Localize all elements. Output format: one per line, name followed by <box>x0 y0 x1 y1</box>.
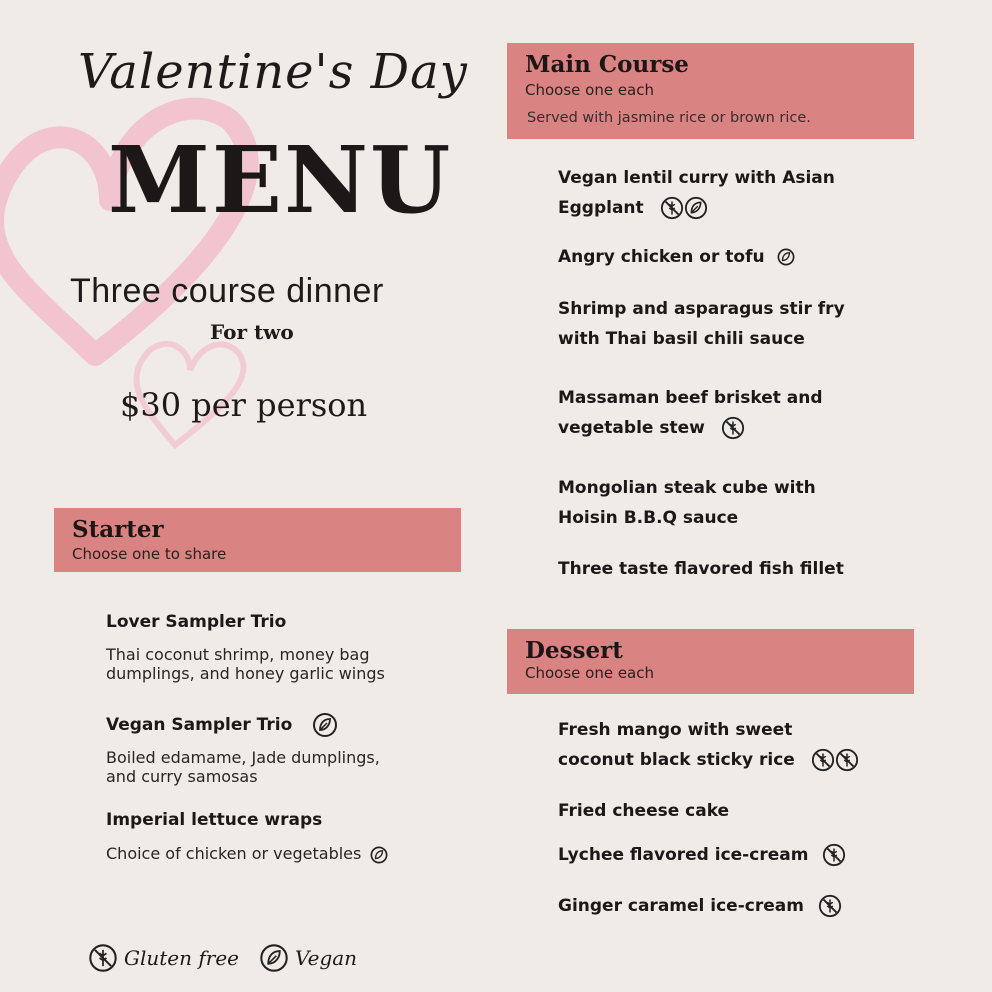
main-item <box>558 554 844 584</box>
main-item-line: Vegan lentil curry with Asian <box>558 168 835 188</box>
dessert-item <box>558 840 846 870</box>
vegan-icon <box>684 196 708 220</box>
main-item-line: Shrimp and asparagus stir fry <box>558 299 845 319</box>
dessert-item <box>558 715 859 775</box>
starter-item-desc <box>106 844 388 864</box>
main-course-band <box>507 43 914 139</box>
main-item <box>558 242 795 272</box>
main-item-line-text: vegetable stew <box>558 418 705 438</box>
dessert-item <box>558 891 842 921</box>
main-item-line <box>558 413 823 443</box>
gluten-free-label: Gluten free <box>124 946 239 970</box>
main-item <box>558 383 823 443</box>
gluten-free-icon <box>721 416 745 440</box>
starter-item-name: Imperial lettuce wraps <box>106 810 323 830</box>
starter-item-name: Lover Sampler Trio <box>106 612 287 632</box>
main-item-line: Mongolian steak cube with <box>558 478 816 498</box>
main-course-subtitle: Choose one each <box>525 81 655 99</box>
vegan-icon <box>259 943 289 973</box>
vegan-icon <box>370 846 388 864</box>
main-item <box>558 473 816 533</box>
starter-item-desc: Thai coconut shrimp, money bag <box>106 645 370 664</box>
gluten-free-icon <box>822 843 846 867</box>
starter-item-desc: Boiled edamame, Jade dumplings, <box>106 748 380 767</box>
valentines-day-title: Valentine's Day <box>78 44 468 100</box>
dessert-item-line: Fried cheese cake <box>558 801 730 821</box>
dessert-title: Dessert <box>525 637 623 664</box>
main-item <box>558 163 835 223</box>
starter-item-label: Vegan Sampler Trio <box>106 715 293 735</box>
main-item-line: Three taste flavored fish fillet <box>558 559 844 579</box>
gluten-free-icon <box>660 196 684 220</box>
gluten-free-icon <box>818 894 842 918</box>
main-course-title: Main Course <box>525 51 689 78</box>
starter-item-desc-text: Choice of chicken or vegetables <box>106 844 362 863</box>
starter-band <box>54 508 461 572</box>
dessert-item-line-text: coconut black sticky rice <box>558 750 795 770</box>
dessert-item-line-text: Ginger caramel ice-cream <box>558 896 804 916</box>
gluten-free-icon <box>835 748 859 772</box>
three-course-subtitle: Three course dinner <box>70 272 384 310</box>
menu-heading: MENU <box>108 126 453 234</box>
starter-title: Starter <box>72 516 164 543</box>
main-item-line: Hoisin B.B.Q sauce <box>558 508 739 528</box>
gluten-free-icon <box>811 748 835 772</box>
dessert-item <box>558 796 729 826</box>
vegan-icon <box>312 712 338 738</box>
main-item-line-text: Angry chicken or tofu <box>558 247 765 267</box>
dietary-legend <box>88 940 371 976</box>
main-item-line: Massaman beef brisket and <box>558 388 823 408</box>
dessert-band <box>507 629 914 694</box>
dessert-item-line-text: Lychee flavored ice-cream <box>558 845 809 865</box>
main-item-line <box>558 193 835 223</box>
starter-item-name <box>106 710 338 740</box>
price-label: $30 per person <box>120 386 368 424</box>
main-item <box>558 294 845 354</box>
dessert-item-line: Fresh mango with sweet <box>558 720 793 740</box>
dessert-item-line <box>558 745 859 775</box>
starter-item-desc: dumplings, and honey garlic wings <box>106 664 385 683</box>
starter-item-desc: and curry samosas <box>106 767 258 786</box>
vegan-label: Vegan <box>295 946 358 970</box>
main-course-note: Served with jasmine rice or brown rice. <box>527 110 811 126</box>
starter-subtitle: Choose one to share <box>72 545 227 563</box>
gluten-free-icon <box>88 943 118 973</box>
for-two-label: For two <box>210 320 294 344</box>
main-item-line-text: Eggplant <box>558 198 644 218</box>
dessert-subtitle: Choose one each <box>525 664 655 682</box>
vegan-icon <box>777 248 795 266</box>
main-item-line: with Thai basil chili sauce <box>558 329 805 349</box>
